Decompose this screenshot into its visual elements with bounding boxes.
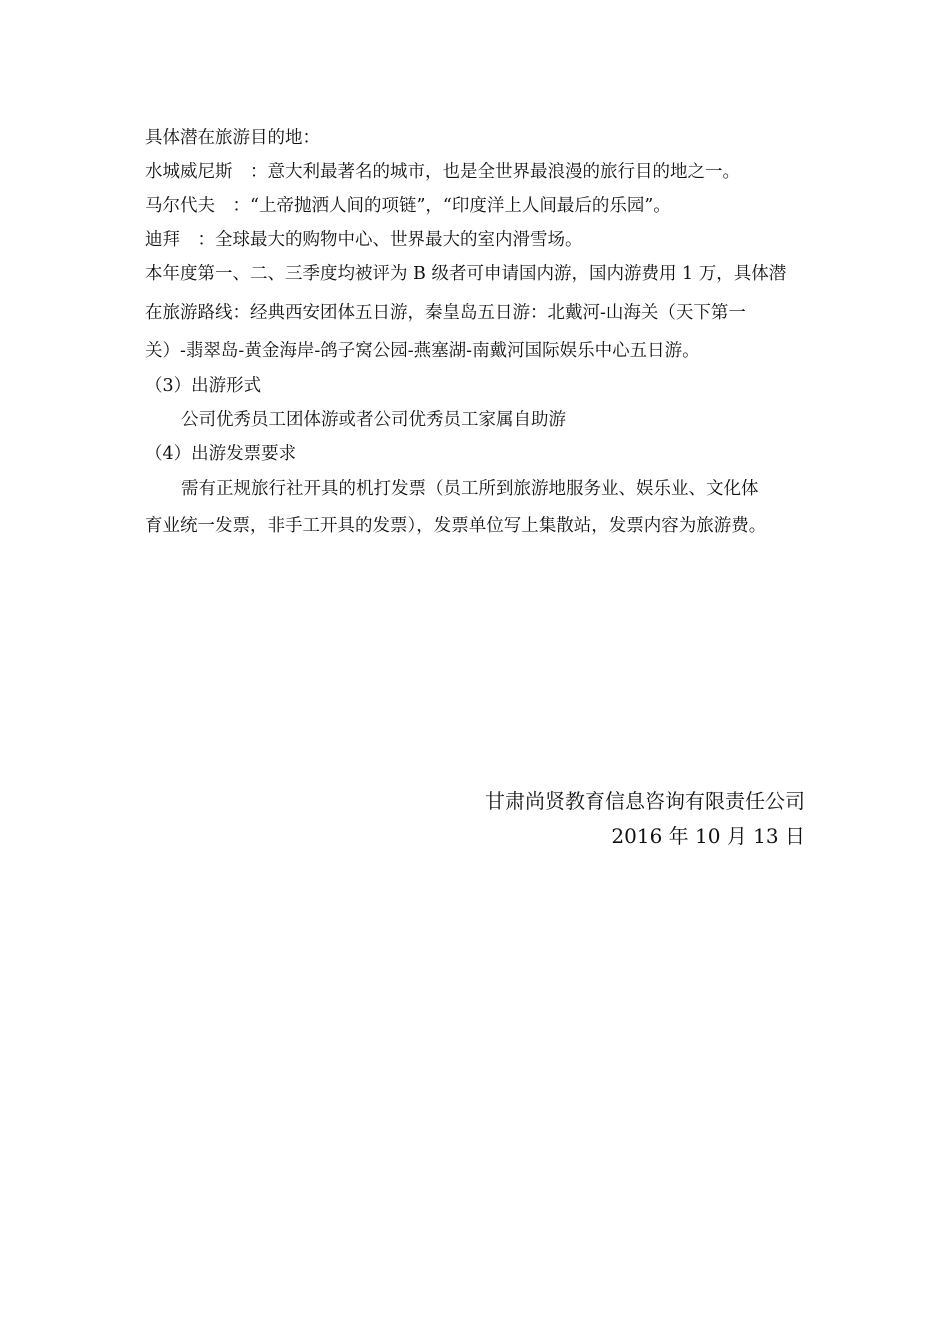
domestic-tour-line-3: 关）-翡翠岛-黄金海岸-鸽子窝公园-燕塞湖-南戴河国际娱乐中心五日游。 [145, 341, 700, 361]
domestic-tour-line-2: 在旅游路线：经典西安团体五日游，秦皇岛五日游：北戴河-山海关（天下第一 [145, 303, 746, 323]
domestic-tour-line-1: 本年度第一、二、三季度均被评为 B 级者可申请国内游，国内游费用 1 万，具体潜 [145, 264, 787, 284]
section-4-body-line-1: 需有正规旅行社开具的机打发票（员工所到旅游地服务业、娱乐业、文化体 [181, 479, 759, 499]
section-4-heading: （4）出游发票要求 [145, 444, 297, 464]
destination-dubai: 迪拜 ：全球最大的购物中心、世界最大的室内滑雪场。 [145, 230, 583, 250]
destination-maldives: 马尔代夫 ：“上帝抛洒人间的项链”，“印度洋上人间最后的乐园”。 [145, 196, 671, 216]
signature-date: 2016 年 10 月 13 日 [611, 824, 805, 848]
signature-company: 甘肃尚贤教育信息咨询有限责任公司 [485, 789, 805, 813]
section-3-body: 公司优秀员工团体游或者公司优秀员工家属自助游 [181, 410, 566, 430]
destination-venice: 水城威尼斯 ：意大利最著名的城市，也是全世界最浪漫的旅行目的地之一。 [145, 162, 740, 182]
destinations-heading: 具体潜在旅游目的地： [145, 128, 320, 148]
section-3-heading: （3）出游形式 [145, 376, 262, 396]
section-4-body-line-2: 育业统一发票，非手工开具的发票），发票单位写上集散站，发票内容为旅游费。 [145, 516, 767, 536]
